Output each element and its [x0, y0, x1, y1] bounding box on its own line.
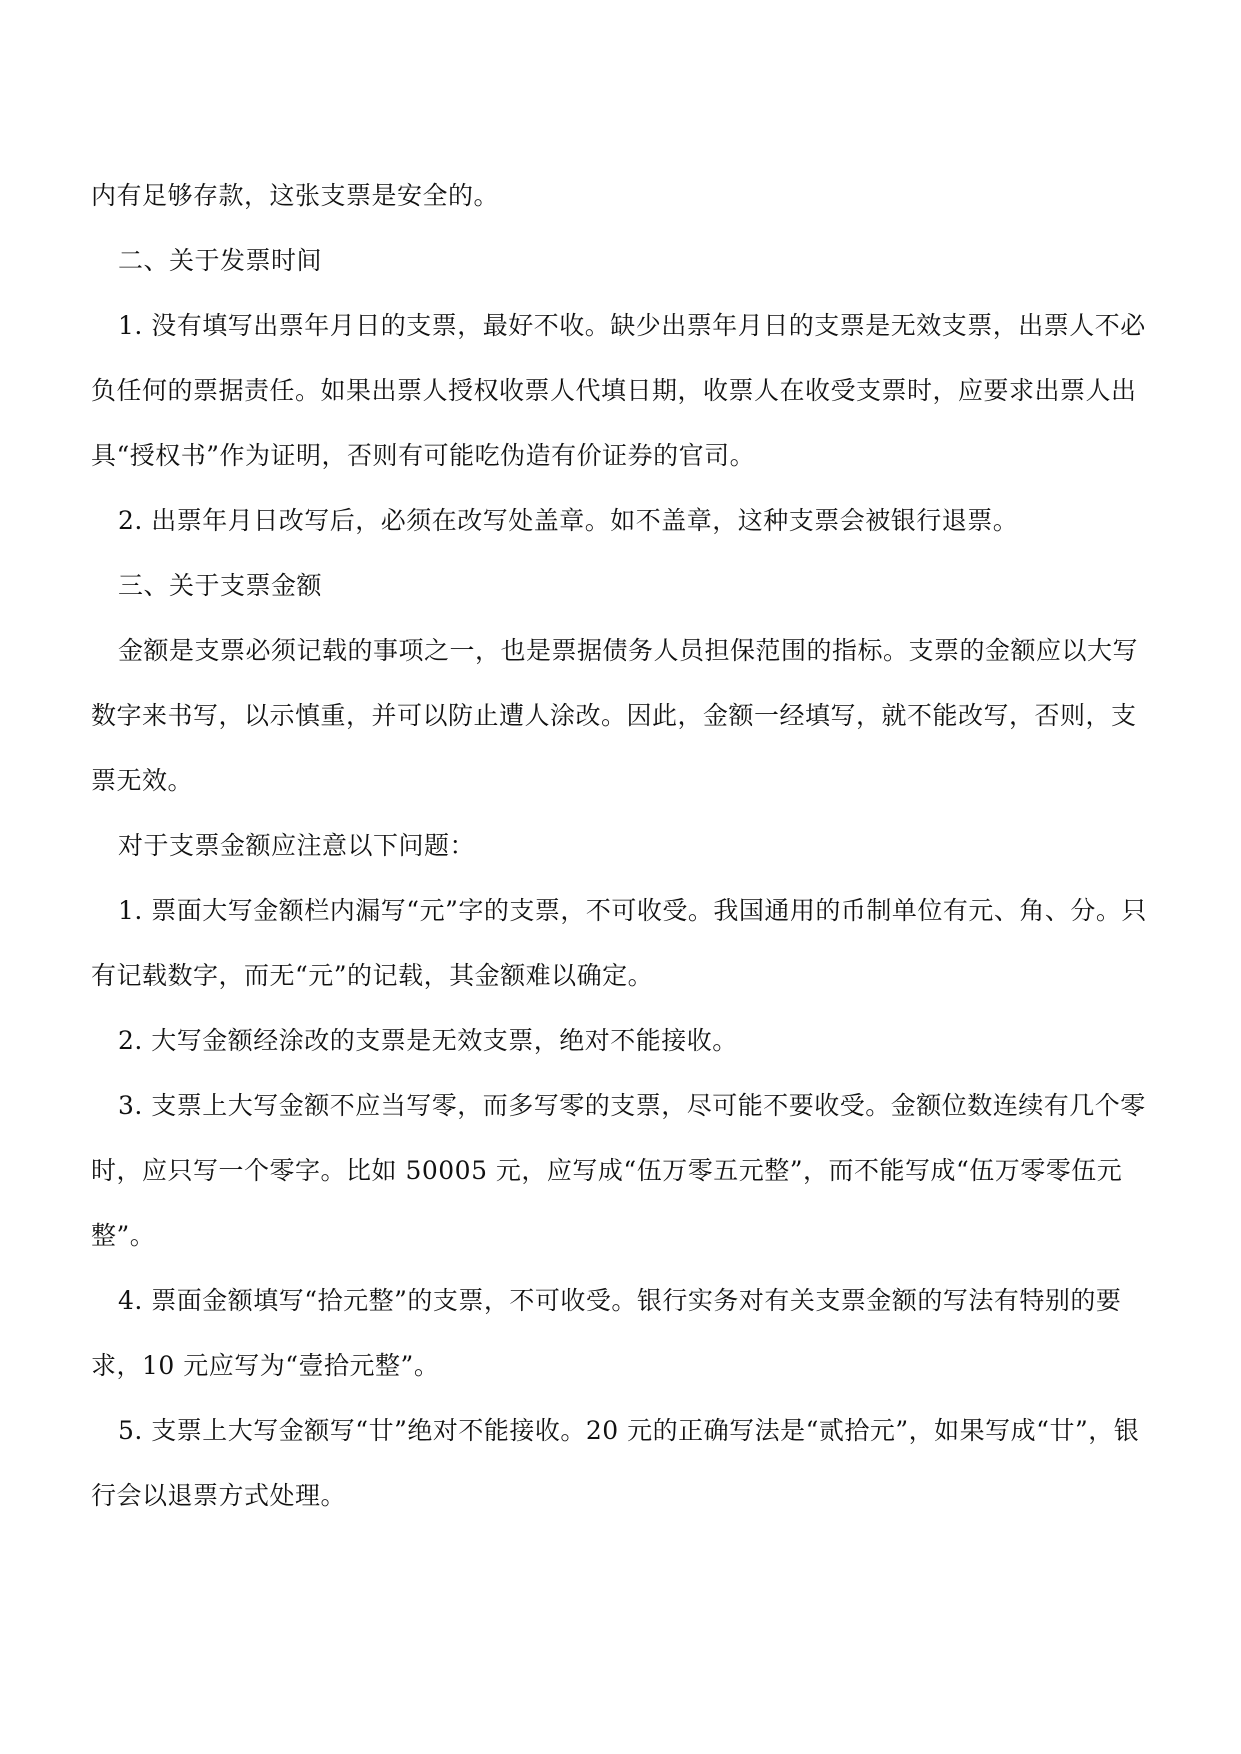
paragraph-amount-rule-2: 2. 大写金额经涂改的支票是无效支票，绝对不能接收。: [118, 1026, 738, 1055]
paragraph-amount-intro: 金额是支票必须记载的事项之一，也是票据债务人员担保范围的指标。支票的金额应以大写数字来书写，以示慎重，并可以防止遭人涂改。因此，金额一经填写，就不能改写，否则，支票无效。: [91, 636, 1139, 795]
paragraph-date-rule-1: 1. 没有填写出票年月日的支票，最好不收。缺少出票年月日的支票是无效支票，出票人不必负任何的票据责任。如果出票人授权收票人代填日期，收票人在收受支票时，应要求出票人出具“授权书”作为证明，否则有可能吃伪造有价证券的官司。: [91, 311, 1146, 470]
paragraph-amount-notes: 对于支票金额应注意以下问题：: [118, 831, 476, 860]
section-heading-check-amount: 三、关于支票金额: [118, 571, 323, 600]
paragraph-amount-rule-4: 4. 票面金额填写“拾元整”的支票，不可收受。银行实务对有关支票金额的写法有特别的要求，10 元应写为“壹拾元整”。: [91, 1286, 1122, 1380]
document-body: [91, 163, 1153, 1528]
paragraph-amount-rule-1: 1. 票面大写金额栏内漏写“元”字的支票，不可收受。我国通用的币制单位有元、角、分。只有记载数字，而无“元”的记载，其金额难以确定。: [91, 896, 1147, 990]
paragraph-amount-rule-3: 3. 支票上大写金额不应当写零，而多写零的支票，尽可能不要收受。金额位数连续有几个零时，应只写一个零字。比如 50005 元，应写成“伍万零五元整”，而不能写成“伍万零零伍元整”。: [91, 1091, 1146, 1250]
paragraph-amount-rule-5: 5. 支票上大写金额写“廿”绝对不能接收。20 元的正确写法是“贰拾元”，如果写成“廿”，银行会以退票方式处理。: [91, 1416, 1140, 1510]
paragraph-date-rule-2: 2. 出票年月日改写后，必须在改写处盖章。如不盖章，这种支票会被银行退票。: [118, 506, 1019, 535]
section-heading-invoice-time: 二、关于发票时间: [118, 246, 323, 275]
paragraph-intro: 内有足够存款，这张支票是安全的。: [91, 181, 500, 210]
